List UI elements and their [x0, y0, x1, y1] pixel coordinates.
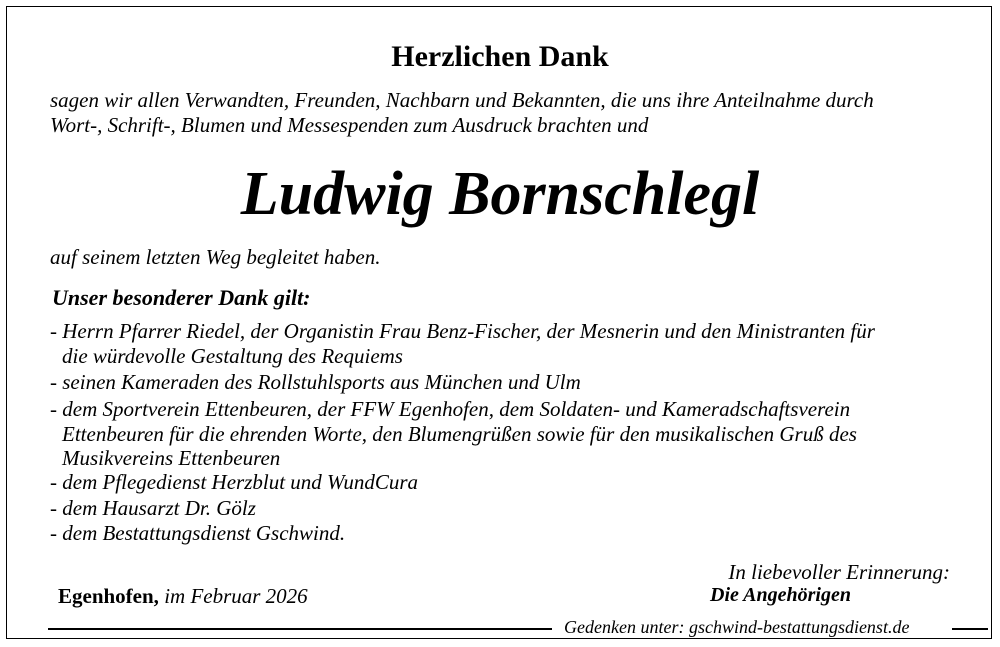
deceased-name: Ludwig Bornschlegl	[240, 160, 760, 228]
thanks-line: Ettenbeuren für die ehrenden Worte, den Blumengrüßen sowie für den musikalischen Gruß des	[62, 422, 857, 446]
thanks-line: - dem Sportverein Ettenbeuren, der FFW Egenhofen, dem Soldaten- und Kameradschaftsverein	[50, 397, 851, 421]
date: im Februar 2026	[158, 584, 308, 608]
intro-line-2: Wort-, Schrift-, Blumen und Messespenden zum Ausdruck brachten und	[50, 113, 649, 137]
thanks-line: - Herrn Pfarrer Riedel, der Organistin Frau Benz-Fischer, der Mesnerin und den Ministranten für	[50, 319, 875, 343]
intro-line-1: sagen wir allen Verwandten, Freunden, Nachbarn und Bekannten, die uns ihre Anteilnahme durch	[50, 88, 874, 112]
place-date	[58, 584, 308, 609]
thanks-heading: Unser besonderer Dank gilt:	[52, 285, 311, 310]
thanks-line: die würdevolle Gestaltung des Requiems	[62, 344, 403, 368]
thanks-line: - dem Hausarzt Dr. Gölz	[50, 496, 256, 520]
thanks-line: - seinen Kameraden des Rollstuhlsports aus München und Ulm	[50, 370, 581, 394]
place: Egenhofen,	[58, 584, 159, 608]
notice-title: Herzlichen Dank	[391, 40, 609, 73]
memorial-link[interactable]: Gedenken unter: gschwind-bestattungsdienst.de	[564, 617, 910, 637]
thanks-line: - dem Pflegedienst Herzblut und WundCura	[50, 470, 419, 494]
thanks-line: Musikvereins Ettenbeuren	[62, 446, 281, 470]
thanks-line: - dem Bestattungsdienst Gschwind.	[50, 521, 346, 545]
footer-rule-left	[48, 628, 552, 630]
signatory: Die Angehörigen	[710, 584, 851, 606]
after-name-text: auf seinem letzten Weg begleitet haben.	[50, 245, 381, 269]
footer-rule-right	[952, 628, 988, 630]
remembrance-text: In liebevoller Erinnerung:	[728, 560, 950, 584]
